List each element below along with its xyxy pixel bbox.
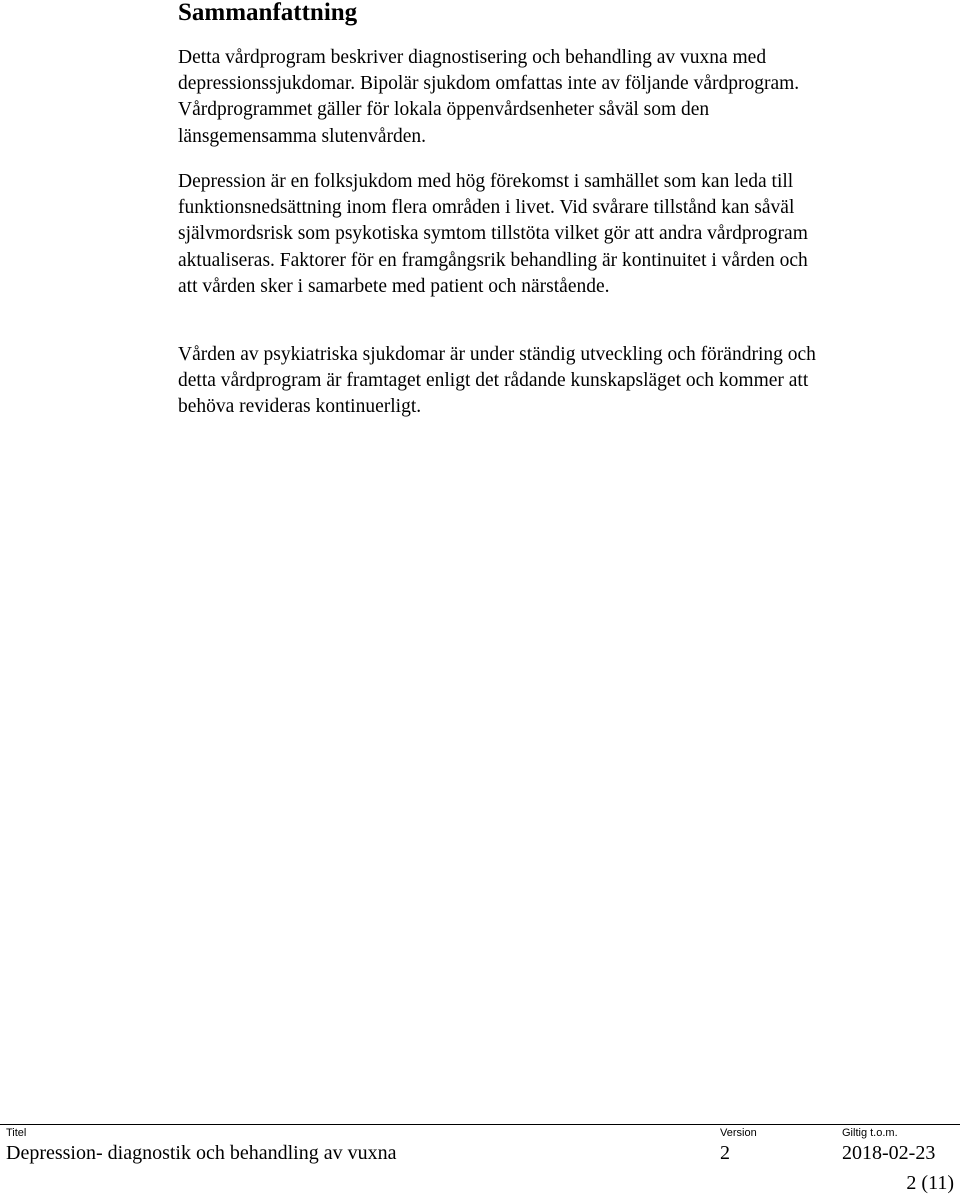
- summary-paragraph-1: Detta vårdprogram beskriver diagnostisering och behandling av vuxna med depressionssjukdomar. Bipolär sjukdom omfattas inte av följande vårdprogram. Vårdprogrammet gäller för lokala öppenvårdsenheter såväl som den länsgemensamma slutenvården.: [178, 47, 800, 147]
- footer-valid-label: Giltig t.o.m.: [842, 1127, 898, 1139]
- footer-version-value: 2: [720, 1142, 730, 1164]
- section-heading: Sammanfattning: [178, 0, 358, 26]
- summary-paragraph-3: Vården av psykiatriska sjukdomar är under ständig utveckling och förändring och detta vårdprogram är framtaget enligt det rådande kunskapsläget och kommer att behöva revideras kontinuerligt.: [178, 344, 816, 418]
- page-number: 2 (11): [906, 1172, 954, 1194]
- summary-paragraph-2: Depression är en folksjukdom med hög förekomst i samhället som kan leda till funktionsnedsättning inom flera områden i livet. Vid svårare tillstånd kan såväl självmordsrisk som psykotiska symtom tillstöta vilket gör att andra vårdprogram aktualiseras. Faktorer för en framgångsrik behandling är kontinuitet i vården och att vården sker i samarbete med patient och närstående.: [178, 171, 808, 297]
- footer-title-label: Titel: [6, 1127, 27, 1139]
- footer-valid-value: 2018-02-23: [842, 1142, 936, 1164]
- footer-title-value: Depression- diagnostik och behandling av vuxna: [6, 1142, 397, 1164]
- footer-version-label: Version: [720, 1127, 757, 1139]
- footer-divider: [0, 1124, 960, 1125]
